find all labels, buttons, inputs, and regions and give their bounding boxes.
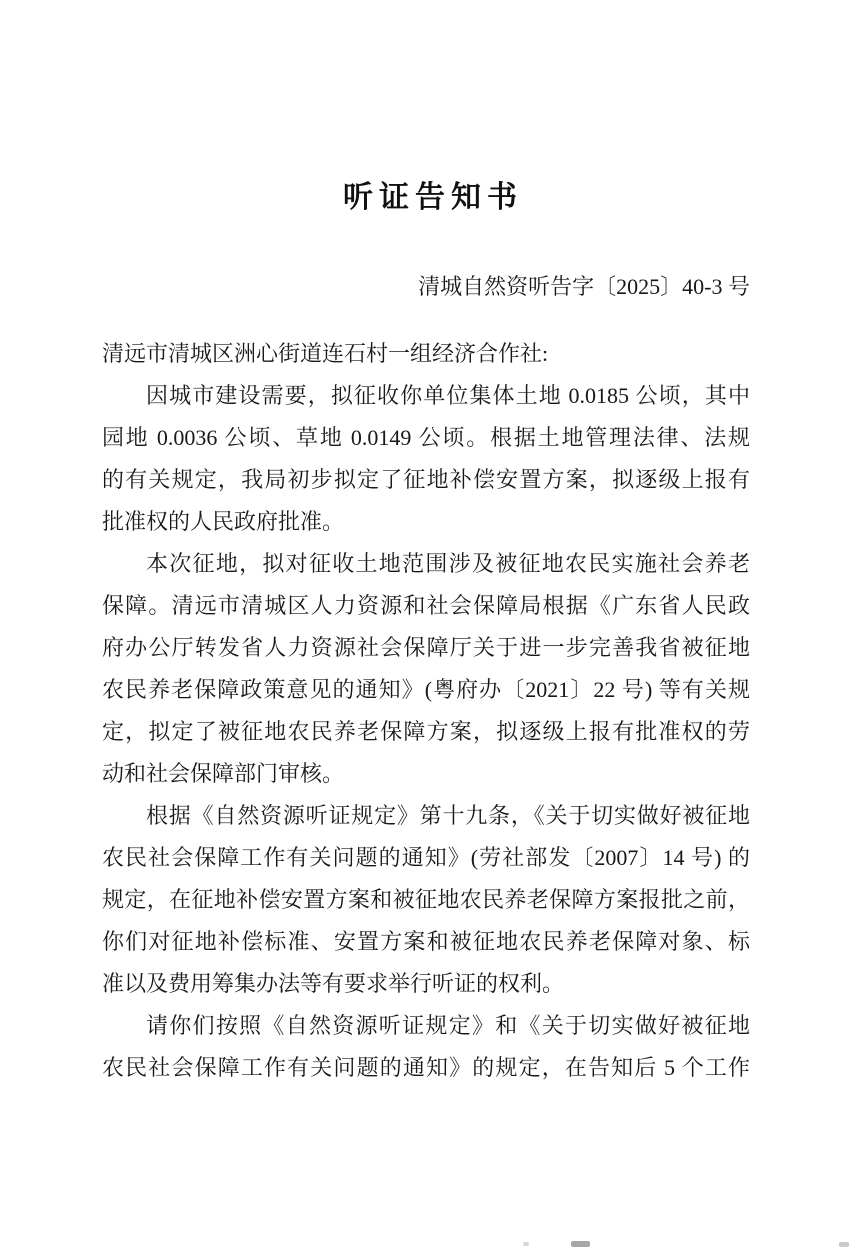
text-line: 府办公厅转发省人力资源社会保障厅关于进一步完善我省被征地 xyxy=(102,635,750,660)
text-line: 农民社会保障工作有关问题的通知》(劳社部发〔2007〕14 号) 的 xyxy=(102,845,750,870)
document-title: 听证告知书 xyxy=(343,181,523,214)
text-line: 农民社会保障工作有关问题的通知》的规定，在告知后 5 个工作 xyxy=(102,1055,750,1080)
text-line: 根据《自然资源听证规定》第十九条，《关于切实做好被征地 xyxy=(146,803,750,828)
text-line: 清远市清城区洲心街道连石村一组经济合作社: xyxy=(102,341,549,366)
scan-artifact xyxy=(571,1241,590,1247)
text-line: 准以及费用筹集办法等有要求举行听证的权利。 xyxy=(102,971,565,996)
text-line: 保障。清远市清城区人力资源和社会保障局根据《广东省人民政 xyxy=(102,593,750,618)
scan-artifact xyxy=(523,1242,529,1246)
text-line: 你们对征地补偿标准、安置方案和被征地农民养老保障对象、标 xyxy=(102,929,750,954)
text-line: 园地 0.0036 公顷、草地 0.0149 公顷。根据土地管理法律、法规 xyxy=(102,425,750,450)
text-line: 本次征地，拟对征收土地范围涉及被征地农民实施社会养老 xyxy=(146,551,750,576)
scan-artifact xyxy=(839,1242,849,1247)
text-line: 规定，在征地补偿安置方案和被征地农民养老保障方案报批之前， xyxy=(102,887,750,912)
text-line: 的有关规定，我局初步拟定了征地补偿安置方案，拟逐级上报有 xyxy=(102,467,750,492)
text-line: 农民养老保障政策意见的通知》(粤府办〔2021〕22 号) 等有关规 xyxy=(102,677,750,702)
document-body xyxy=(102,333,750,1089)
text-line: 因城市建设需要，拟征收你单位集体土地 0.0185 公顷，其中 xyxy=(146,383,750,408)
text-line: 批准权的人民政府批准。 xyxy=(102,509,345,534)
text-line: 定，拟定了被征地农民养老保障方案，拟逐级上报有批准权的劳 xyxy=(102,719,750,744)
document-number: 清城自然资听告字〔2025〕40-3 号 xyxy=(418,274,750,299)
text-line: 动和社会保障部门审核。 xyxy=(102,761,345,786)
text-line: 请你们按照《自然资源听证规定》和《关于切实做好被征地 xyxy=(146,1013,750,1038)
